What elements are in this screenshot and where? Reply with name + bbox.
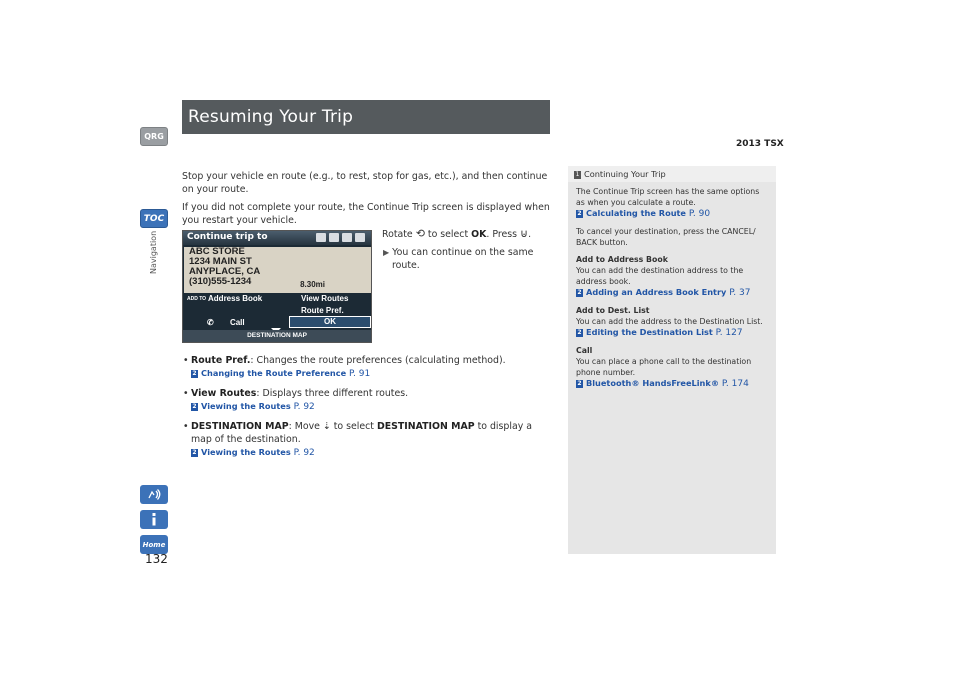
xref-icon: 2 [577, 328, 582, 336]
xref-label: Bluetooth® HandsFreeLink® [586, 378, 720, 388]
add-to-prefix: ADD TO [187, 296, 207, 302]
press-label: Press [492, 229, 518, 240]
address-line: (310)555-1234 [189, 276, 252, 287]
xref-page: P. 127 [715, 328, 743, 338]
qrg-button[interactable]: QRG [140, 127, 168, 146]
status-icon [316, 233, 326, 242]
xref-label: Viewing the Routes [201, 447, 291, 457]
page-title: Resuming Your Trip [188, 107, 354, 127]
intro-paragraph-1: Stop your vehicle en route (e.g., to rest, stop for gas, etc.), and then continue on your route. [182, 171, 548, 195]
description: : Changes the route preferences (calculating method). [250, 355, 506, 366]
page-number: 132 [145, 552, 168, 566]
distance-readout: 8.30mi [300, 280, 325, 289]
xref-icon: 2 [192, 448, 197, 456]
view-routes-option[interactable]: View Routes [301, 294, 349, 303]
screen-status-icons [316, 233, 365, 242]
call-label: Call [229, 318, 245, 327]
term: DESTINATION MAP [376, 421, 475, 432]
option-list [191, 354, 555, 466]
to-select-label: to select [427, 229, 469, 240]
xref-icon: 2 [192, 369, 197, 377]
route-pref-option[interactable]: Route Pref. [301, 306, 344, 315]
xref-page: P. 92 [293, 402, 315, 412]
note-paragraph [576, 305, 768, 339]
note-subheading: Add to Dest. List [576, 306, 650, 315]
description: : Move [288, 421, 320, 432]
toc-button[interactable]: TOC [140, 209, 168, 228]
note-heading: Continuing Your Trip [584, 169, 666, 179]
voice-command-button[interactable] [140, 485, 168, 504]
status-icon [329, 233, 339, 242]
cross-reference-link[interactable] [576, 287, 750, 297]
xref-label: Editing the Destination List [586, 327, 713, 337]
xref-icon: 2 [192, 402, 197, 410]
title-bar [182, 100, 550, 134]
call-option[interactable] [207, 317, 245, 329]
cross-reference-link[interactable] [191, 401, 315, 411]
list-item [191, 420, 555, 460]
interface-dial-press-icon: ⊍ [520, 227, 529, 240]
note-paragraph [576, 345, 768, 390]
xref-page: P. 90 [688, 209, 711, 219]
note-paragraph [576, 186, 768, 220]
cross-reference-link[interactable] [576, 378, 749, 388]
note-paragraph [576, 254, 768, 299]
add-to-address-book-option[interactable] [187, 293, 262, 305]
xref-page: P. 174 [721, 379, 749, 389]
info-icon [150, 513, 158, 526]
note-text: You can add the destination address to the address book. [576, 266, 744, 286]
cross-reference-link[interactable] [576, 327, 743, 337]
destination-address [184, 247, 372, 293]
note-body [568, 182, 776, 554]
status-icon [342, 233, 352, 242]
xref-page: P. 91 [349, 369, 371, 379]
note-text: You can place a phone call to the destination phone number. [576, 357, 752, 377]
cross-reference-link[interactable] [191, 368, 370, 378]
note-subheading: Call [576, 346, 593, 355]
rotate-label: Rotate [382, 229, 413, 240]
list-item [191, 387, 555, 414]
home-button[interactable]: Home [140, 535, 168, 554]
intro-text [182, 170, 552, 232]
description: to display a map of the destination. [191, 421, 532, 445]
destination-map-bar[interactable]: DESTINATION MAP [183, 330, 371, 342]
step-result [382, 246, 552, 272]
result-arrow-icon: ▶ [383, 248, 390, 257]
note-number-icon: 1 [575, 170, 580, 178]
interface-dial-move-icon: ⇣ [322, 421, 331, 432]
xref-label: Viewing the Routes [201, 401, 291, 411]
list-item [191, 354, 555, 381]
ok-option[interactable]: OK [289, 316, 371, 328]
cross-reference-link[interactable] [576, 208, 710, 218]
xref-page: P. 37 [729, 288, 751, 298]
xref-label: Calculating the Route [586, 208, 686, 218]
xref-label: Changing the Route Preference [201, 368, 347, 378]
result-text: You can continue on the same route. [392, 247, 534, 271]
xref-page: P. 92 [293, 448, 315, 458]
term: DESTINATION MAP [191, 421, 289, 432]
intro-paragraph-2: If you did not complete your route, the Continue Trip screen is displayed when you restart your vehicle. [182, 202, 550, 226]
description: to select [333, 421, 374, 432]
address-line: ANYPLACE, CA [189, 266, 261, 277]
cross-reference-link[interactable] [191, 447, 315, 457]
address-line: 1234 MAIN ST [189, 256, 252, 267]
phone-icon: ✆ [207, 318, 214, 327]
xref-icon: 2 [577, 288, 582, 296]
step-line: Rotate ⟲ to select OK. Press ⊍. [382, 227, 532, 240]
info-button[interactable] [140, 510, 168, 529]
screen-title: Continue trip to [187, 232, 268, 242]
section-label: Navigation [149, 230, 158, 274]
continue-trip-screen [182, 230, 372, 343]
status-icon [355, 233, 365, 242]
voice-icon [147, 489, 161, 501]
model-label: 2013 TSX [736, 139, 784, 149]
ok-term: OK [471, 229, 487, 240]
xref-label: Adding an Address Book Entry [586, 287, 727, 297]
term: Route Pref. [191, 355, 251, 366]
note-subheading: Add to Address Book [576, 255, 668, 264]
note-text: You can add the address to the Destination List. [576, 317, 763, 326]
note-text: The Continue Trip screen has the same options as when you calculate a route. [576, 187, 760, 207]
interface-dial-rotate-icon: ⟲ [415, 227, 425, 240]
xref-icon: 2 [577, 379, 582, 387]
description: : Displays three different routes. [256, 388, 409, 399]
address-line: ABC STORE [189, 246, 245, 257]
term: View Routes [191, 388, 257, 399]
step-instruction [382, 227, 552, 272]
address-book-label: Address Book [208, 294, 263, 304]
screen-header [183, 231, 371, 245]
note-header [568, 166, 776, 182]
side-note [568, 166, 776, 554]
note-paragraph: To cancel your destination, press the CANCEL/ BACK button. [576, 227, 756, 247]
xref-icon: 2 [577, 209, 582, 217]
